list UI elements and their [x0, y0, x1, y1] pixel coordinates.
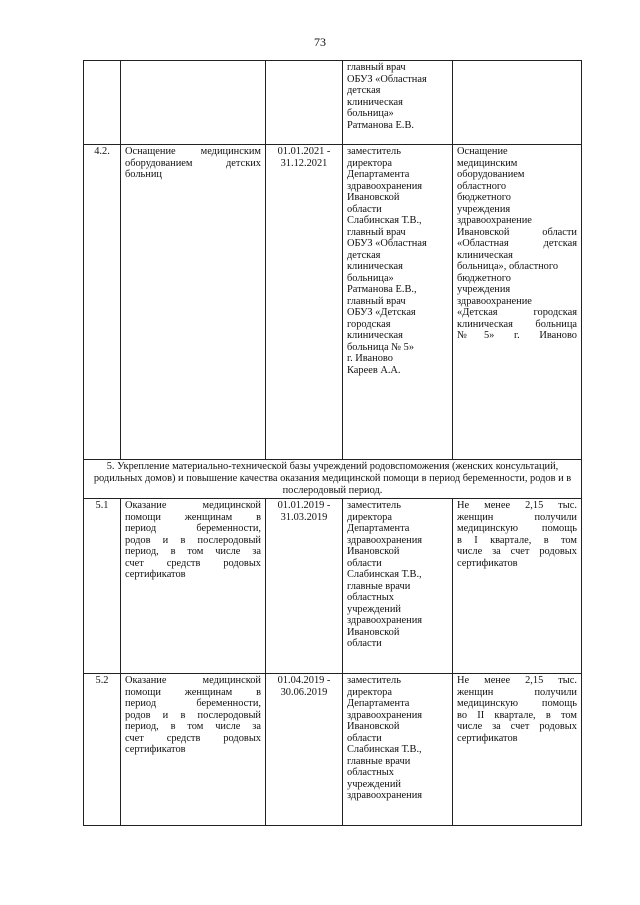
- text-line: 01.01.2021 -: [277, 146, 331, 157]
- text-line: г. Иваново: [347, 353, 393, 364]
- page-number: 73: [314, 35, 326, 49]
- text-line: Ратманова Е.В.,: [347, 284, 417, 295]
- text-line: детская: [347, 249, 381, 261]
- text-line: учреждений: [347, 603, 401, 615]
- text-line: детская: [347, 85, 381, 96]
- text-line: Департамента: [347, 698, 410, 709]
- text-line: медицинским: [457, 157, 518, 169]
- text-line: счет средств родовых: [125, 557, 261, 569]
- text-line: здравоохранения: [347, 615, 423, 626]
- text-line: клиническая: [347, 96, 403, 108]
- section-header-row: [84, 460, 582, 499]
- row-number-cell: 5.2: [84, 674, 121, 826]
- text-line: период беременности,: [125, 698, 261, 709]
- text-line: здравоохранения: [347, 534, 423, 546]
- text-line: числе за счет родовых: [457, 721, 577, 732]
- text-line: Оказание медицинской: [125, 675, 261, 686]
- text-line: клиническая: [457, 249, 513, 261]
- text-line: ОБУЗ «Детская: [347, 307, 416, 318]
- text-line: здравоохранения: [347, 180, 423, 192]
- text-line: Ивановской области: [457, 226, 577, 238]
- text-line: сертификатов: [457, 732, 518, 744]
- text-line: больниц: [125, 169, 162, 180]
- text-line: медицинскую помощь: [457, 698, 577, 709]
- text-line: Департамента: [347, 523, 410, 534]
- text-line: Ивановской: [347, 626, 400, 638]
- responsible-cell: [343, 145, 453, 460]
- text-line: помощи женщинам в: [125, 511, 261, 523]
- table-row: [84, 61, 582, 145]
- text-line: Не менее 2,15 тыс.: [457, 675, 577, 686]
- dates-cell: [266, 674, 343, 826]
- text-line: главный врач: [347, 62, 406, 73]
- row-number-cell: 4.2.: [84, 145, 121, 460]
- text-line: больница»: [347, 272, 394, 284]
- text-line: главный врач: [347, 226, 406, 238]
- result-cell: [453, 674, 582, 826]
- text-line: здравоохранения: [347, 709, 423, 721]
- responsible-cell: [343, 499, 453, 674]
- text-line: Слабинская Т.В.,: [347, 569, 422, 580]
- text-line: Департамента: [347, 169, 410, 180]
- text-line: области: [347, 732, 382, 744]
- text-line: 30.06.2019: [280, 686, 328, 698]
- text-line: здравоохранение: [457, 215, 532, 226]
- responsible-cell: [343, 674, 453, 826]
- text-line: ОБУЗ «Областная: [347, 73, 427, 85]
- dates-cell: [266, 145, 343, 460]
- text-line: счет средств родовых: [125, 732, 261, 744]
- text-line: «Областная детская: [457, 238, 577, 249]
- text-line: 01.04.2019 -: [277, 675, 331, 686]
- text-line: заместитель: [347, 675, 401, 686]
- text-line: клиническая: [347, 261, 403, 272]
- text-line: Кареев А.А.: [347, 364, 401, 376]
- text-line: медицинскую помощь: [457, 523, 577, 534]
- text-line: «Детская городская: [457, 307, 577, 318]
- text-line: клиническая больница: [457, 318, 577, 330]
- result-cell: [453, 145, 582, 460]
- text-line: областных: [347, 767, 394, 778]
- text-line: числе за счет родовых: [457, 546, 577, 557]
- dates-cell: [266, 61, 343, 145]
- text-line: больница», областного: [457, 261, 559, 272]
- text-line: директора: [347, 157, 392, 169]
- text-line: родов и в послеродовый: [125, 534, 261, 546]
- text-line: главные врачи: [347, 755, 411, 767]
- text-line: области: [347, 638, 382, 649]
- text-line: области: [347, 203, 382, 215]
- text-line: женщин получили: [457, 511, 577, 523]
- text-line: родов и в послеродовый: [125, 709, 261, 721]
- text-line: клиническая: [347, 330, 403, 341]
- text-line: Ратманова Е.В.: [347, 119, 414, 131]
- text-line: главный врач: [347, 295, 406, 307]
- text-line: директора: [347, 686, 392, 698]
- task-cell: [121, 145, 266, 460]
- text-line: женщин получили: [457, 686, 577, 698]
- measures-table: [83, 60, 582, 826]
- text-line: здравоохранения: [347, 790, 423, 801]
- text-line: Слабинская Т.В.,: [347, 744, 422, 755]
- section-heading: 5. Укрепление материально-технической базы учреждений родовспоможения (женских консультаций, родильных домов) и повышение качества оказания медицинской помощи в период беременности, родов и в послеродовый период.: [84, 460, 582, 499]
- text-line: заместитель: [347, 500, 401, 511]
- text-line: больница № 5»: [347, 341, 415, 353]
- text-line: бюджетного: [457, 272, 511, 284]
- text-line: 01.01.2019 -: [277, 500, 331, 511]
- text-line: №5» г. Иваново: [457, 330, 577, 341]
- text-line: 31.03.2019: [280, 511, 328, 523]
- text-line: учреждений: [347, 778, 401, 790]
- text-line: оборудованием: [457, 169, 525, 180]
- text-line: ОБУЗ «Областная: [347, 238, 427, 249]
- text-line: Ивановской: [347, 721, 400, 732]
- text-line: здравоохранение: [457, 295, 532, 307]
- table-row: [84, 145, 582, 460]
- row-number-cell: [84, 61, 121, 145]
- task-cell: [121, 499, 266, 674]
- text-line: Слабинская Т.В.,: [347, 215, 422, 226]
- text-line: учреждения: [457, 203, 511, 215]
- text-line: во II квартале, в том: [457, 709, 577, 721]
- text-line: сертификатов: [125, 744, 186, 755]
- text-line: главные врачи: [347, 580, 411, 592]
- text-line: Оснащение: [457, 146, 508, 157]
- text-line: период, в том числе за: [125, 721, 261, 732]
- text-line: бюджетного: [457, 192, 511, 203]
- task-cell: [121, 61, 266, 145]
- text-line: учреждения: [457, 284, 511, 295]
- text-line: Оснащение медицинским: [125, 146, 261, 157]
- dates-cell: [266, 499, 343, 674]
- text-line: 31.12.2021: [280, 157, 328, 169]
- row-number-cell: 5.1: [84, 499, 121, 674]
- text-line: помощи женщинам в: [125, 686, 261, 698]
- text-line: сертификатов: [457, 557, 518, 569]
- text-line: директора: [347, 511, 392, 523]
- text-line: Оказание медицинской: [125, 500, 261, 511]
- table-row: [84, 674, 582, 826]
- text-line: больница»: [347, 108, 394, 119]
- text-line: оборудованием детских: [125, 157, 261, 169]
- text-line: Ивановской: [347, 192, 400, 203]
- responsible-cell: [343, 61, 453, 145]
- text-line: областных: [347, 592, 394, 603]
- text-line: сертификатов: [125, 569, 186, 580]
- text-line: городская: [347, 318, 391, 330]
- text-line: Не менее 2,15 тыс.: [457, 500, 577, 511]
- text-line: Ивановской: [347, 546, 400, 557]
- result-cell: [453, 499, 582, 674]
- text-line: в I квартале, в том: [457, 534, 577, 546]
- text-line: период, в том числе за: [125, 546, 261, 557]
- text-line: области: [347, 557, 382, 569]
- text-line: период беременности,: [125, 523, 261, 534]
- task-cell: [121, 674, 266, 826]
- result-cell: [453, 61, 582, 145]
- text-line: областного: [457, 180, 507, 192]
- table-row: [84, 499, 582, 674]
- text-line: заместитель: [347, 146, 401, 157]
